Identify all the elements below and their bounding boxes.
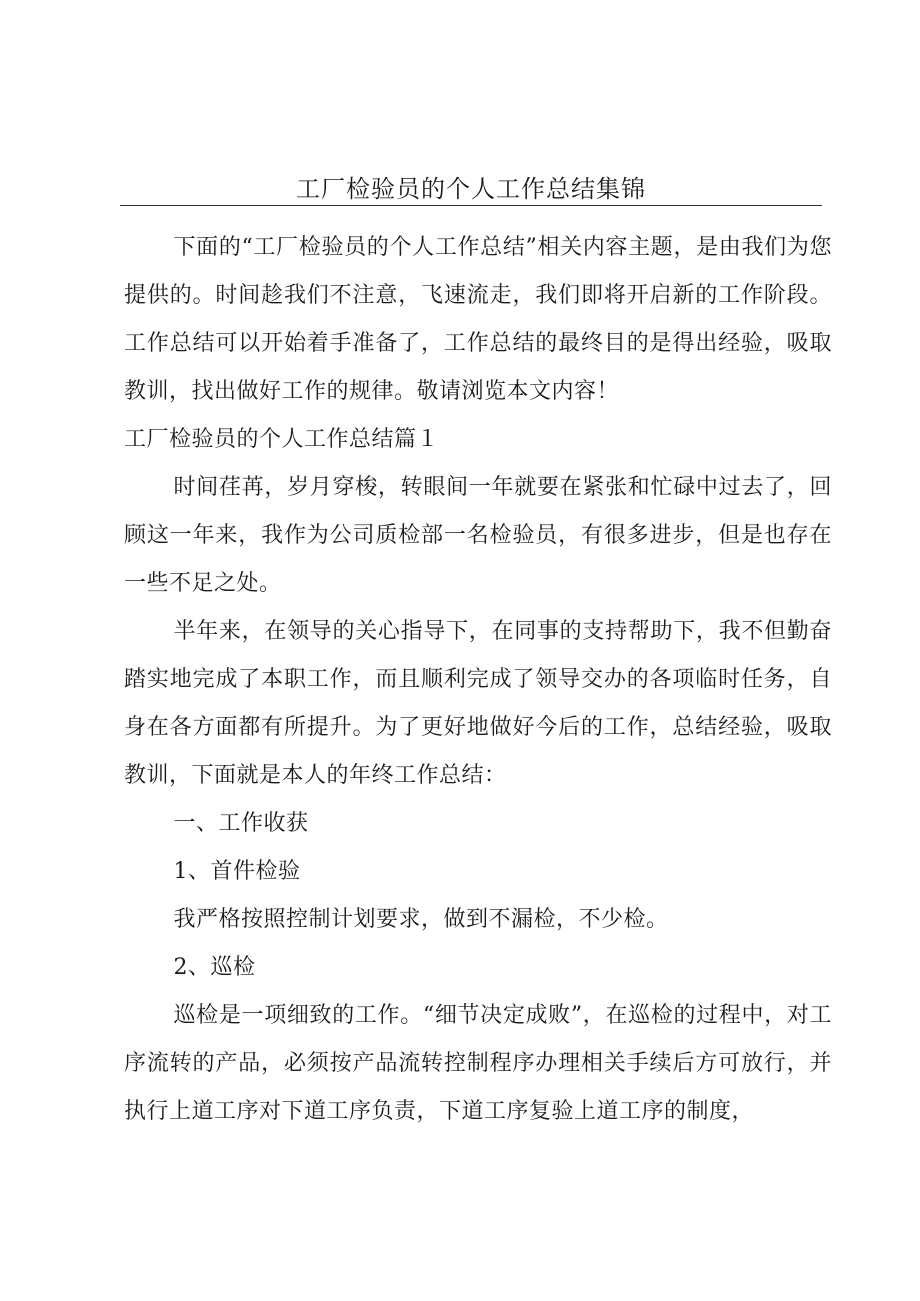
section-heading: 工厂检验员的个人工作总结篇１ — [124, 427, 440, 452]
heading-patrol-inspection: 2、巡检 — [173, 955, 256, 980]
paragraph-3: 我严格按照控制计划要求，做到不漏检，不少检。 — [173, 907, 669, 932]
heading-work-gains: 一、工作收获 — [173, 811, 309, 836]
paragraph-2: 半年来，在领导的关心指导下，在同事的支持帮助下，我不但勤奋踏实地完成了本职工作，而且顺利完成了领导交办的各项临时任务，自身在各方面都有所提升。为了更好地做好今后的工作，总结经验，吸取教训，下面就是本人的年终工作总结： — [124, 619, 832, 788]
document-body — [124, 224, 832, 1136]
paragraph-1: 时间荏苒，岁月穿梭，转眼间一年就要在紧张和忙碌中过去了，回顾这一年来，我作为公司质检部一名检验员，有很多进步，但是也存在一些不足之处。 — [124, 475, 832, 596]
title-underline — [120, 205, 822, 206]
paragraph-4: 巡检是一项细致的工作。“细节决定成败”，在巡检的过程中，对工序流转的产品，必须按产品流转控制程序办理相关手续后方可放行，并执行上道工序对下道工序负责，下道工序复验上道工序的制度， — [124, 1003, 832, 1124]
document-title: 工厂检验员的个人工作总结集锦 — [296, 175, 646, 203]
heading-first-article-inspection: 1、首件检验 — [173, 859, 301, 884]
intro-paragraph: 下面的“工厂检验员的个人工作总结”相关内容主题，是由我们为您提供的。时间趁我们不注意，飞速流走，我们即将开启新的工作阶段。工作总结可以开始着手准备了，工作总结的最终目的是得出经验，吸取教训，找出做好工作的规律。敬请浏览本文内容！ — [124, 235, 832, 404]
